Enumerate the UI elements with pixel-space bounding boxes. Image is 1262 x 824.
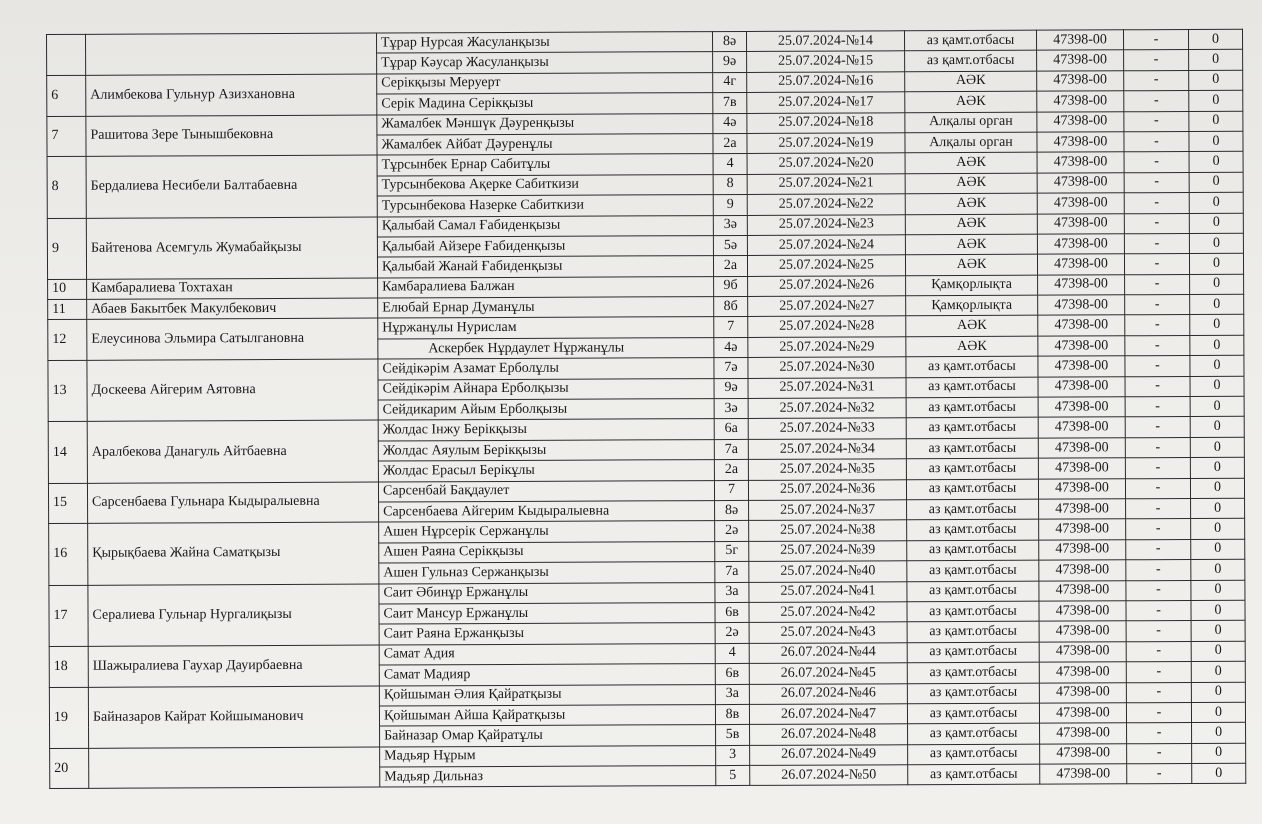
category-cell: аз қамт.отбасы bbox=[906, 356, 1038, 377]
order-date-cell: 25.07.2024-№31 bbox=[748, 377, 906, 398]
category-cell: аз қамт.отбасы bbox=[905, 51, 1037, 72]
category-cell: аз қамт.отбасы bbox=[907, 499, 1039, 520]
amount-cell: 47398-00 bbox=[1037, 254, 1124, 275]
dash-cell: - bbox=[1124, 131, 1189, 152]
parent-name-cell: Аралбекова Данагуль Айтбаевна bbox=[87, 420, 378, 482]
zero-cell: 0 bbox=[1189, 90, 1243, 111]
amount-cell: 47398-00 bbox=[1039, 703, 1126, 724]
grade-cell: 8в bbox=[715, 704, 749, 725]
category-cell: аз қамт.отбасы bbox=[907, 560, 1039, 581]
grade-cell: 9б bbox=[714, 276, 748, 297]
dash-cell: - bbox=[1127, 723, 1192, 744]
order-date-cell: 26.07.2024-№49 bbox=[750, 744, 908, 765]
amount-cell: 47398-00 bbox=[1038, 478, 1125, 499]
category-cell: аз қамт.отбасы bbox=[906, 377, 1038, 398]
dash-cell: - bbox=[1125, 458, 1190, 479]
grade-cell: 4 bbox=[713, 154, 747, 175]
amount-cell: 47398-00 bbox=[1037, 193, 1124, 214]
child-name-cell: Турсынбекова Назерке Сабиткизи bbox=[377, 195, 713, 217]
child-name-cell: Аскербек Нұрдаулет Нұржанұлы bbox=[378, 337, 714, 359]
dash-cell: - bbox=[1126, 621, 1191, 642]
grade-cell: 5 bbox=[716, 765, 750, 786]
child-name-cell: Камбаралиева Балжан bbox=[378, 276, 714, 298]
child-name-cell: Серік Мадина Серікқызы bbox=[377, 93, 713, 115]
child-name-cell: Сейдікәрім Айнара Ерболқызы bbox=[378, 378, 714, 400]
category-cell: аз қамт.отбасы bbox=[906, 397, 1038, 418]
dash-cell: - bbox=[1126, 498, 1191, 519]
grade-cell: 5в bbox=[716, 725, 750, 746]
category-cell: аз қамт.отбасы bbox=[907, 520, 1039, 541]
grade-cell: 2а bbox=[713, 256, 747, 277]
zero-cell: 0 bbox=[1191, 621, 1245, 642]
dash-cell: - bbox=[1126, 662, 1191, 683]
zero-cell: 0 bbox=[1188, 29, 1242, 50]
dash-cell: - bbox=[1125, 295, 1190, 316]
order-date-cell: 25.07.2024-№30 bbox=[748, 357, 906, 378]
dash-cell: - bbox=[1127, 743, 1192, 764]
child-name-cell: Қалыбай Самал Ғабиденқызы bbox=[377, 215, 713, 237]
row-number: 10 bbox=[48, 279, 87, 300]
parent-name-cell: Абаев Бакытбек Макулбекович bbox=[87, 298, 378, 320]
row-number: 7 bbox=[47, 116, 86, 157]
order-date-cell: 25.07.2024-№29 bbox=[748, 337, 906, 358]
parent-name-cell: Бердалиева Несибели Балтабаевна bbox=[86, 155, 377, 217]
child-name-cell: Сейдікәрім Азамат Ерболұлы bbox=[378, 358, 714, 380]
dash-cell: - bbox=[1123, 30, 1188, 51]
order-date-cell: 25.07.2024-№16 bbox=[747, 72, 905, 93]
parent-name-cell bbox=[86, 33, 377, 75]
grade-cell: 4 bbox=[715, 643, 749, 664]
dash-cell: - bbox=[1126, 641, 1191, 662]
zero-cell: 0 bbox=[1189, 111, 1243, 132]
order-date-cell: 26.07.2024-№45 bbox=[749, 663, 907, 684]
grade-cell: 8ә bbox=[712, 31, 746, 52]
order-date-cell: 25.07.2024-№43 bbox=[749, 622, 907, 643]
amount-cell: 47398-00 bbox=[1040, 764, 1127, 785]
dash-cell: - bbox=[1126, 702, 1191, 723]
amount-cell: 47398-00 bbox=[1039, 601, 1126, 622]
zero-cell: 0 bbox=[1190, 417, 1244, 438]
order-date-cell: 25.07.2024-№22 bbox=[747, 194, 905, 215]
child-name-cell: Тұрар Нурсая Жасуланқызы bbox=[376, 32, 712, 54]
row-number: 14 bbox=[48, 422, 87, 483]
category-cell: аз қамт.отбасы bbox=[906, 418, 1038, 439]
child-name-cell: Турсынбекова Ақерке Сабиткизи bbox=[377, 174, 713, 196]
order-date-cell: 25.07.2024-№42 bbox=[749, 602, 907, 623]
dash-cell: - bbox=[1125, 315, 1190, 336]
dash-cell: - bbox=[1124, 111, 1189, 132]
zero-cell: 0 bbox=[1190, 356, 1244, 377]
zero-cell: 0 bbox=[1189, 254, 1243, 275]
row-number: 17 bbox=[49, 585, 88, 646]
order-date-cell: 25.07.2024-№37 bbox=[749, 500, 907, 521]
amount-cell: 47398-00 bbox=[1039, 662, 1126, 683]
zero-cell: 0 bbox=[1190, 478, 1244, 499]
category-cell: АӘК bbox=[905, 254, 1037, 275]
zero-cell: 0 bbox=[1189, 50, 1243, 71]
grade-cell: 7а bbox=[715, 562, 749, 583]
child-name-cell: Мадьяр Нұрым bbox=[380, 745, 716, 767]
parent-name-cell: Елеусинова Эльмира Сатылгановна bbox=[87, 319, 378, 361]
category-cell: аз қамт.отбасы bbox=[907, 703, 1039, 724]
parent-name-cell: Сарсенбаева Гульнара Кыдыралыевна bbox=[87, 482, 378, 524]
dash-cell: - bbox=[1125, 397, 1190, 418]
amount-cell: 47398-00 bbox=[1038, 458, 1125, 479]
amount-cell: 47398-00 bbox=[1039, 682, 1126, 703]
zero-cell: 0 bbox=[1190, 437, 1244, 458]
child-name-cell: Мадьяр Дильназ bbox=[380, 766, 716, 788]
order-date-cell: 25.07.2024-№39 bbox=[749, 541, 907, 562]
row-number: 20 bbox=[50, 748, 89, 789]
amount-cell: 47398-00 bbox=[1037, 173, 1124, 194]
zero-cell: 0 bbox=[1191, 682, 1245, 703]
amount-cell: 47398-00 bbox=[1036, 30, 1123, 51]
zero-cell: 0 bbox=[1191, 580, 1245, 601]
dash-cell: - bbox=[1126, 580, 1191, 601]
order-date-cell: 25.07.2024-№32 bbox=[748, 398, 906, 419]
amount-cell: 47398-00 bbox=[1038, 417, 1125, 438]
amount-cell: 47398-00 bbox=[1039, 519, 1126, 540]
zero-cell: 0 bbox=[1191, 600, 1245, 621]
zero-cell: 0 bbox=[1191, 519, 1245, 540]
amount-cell: 47398-00 bbox=[1038, 356, 1125, 377]
grade-cell: 6в bbox=[715, 664, 749, 685]
grade-cell: 4ә bbox=[713, 113, 747, 134]
row-number: 12 bbox=[48, 320, 87, 361]
row-number: 11 bbox=[48, 299, 87, 320]
order-date-cell: 26.07.2024-№48 bbox=[750, 724, 908, 745]
roster-table-body bbox=[47, 29, 1246, 789]
grade-cell: 7а bbox=[714, 439, 748, 460]
child-name-cell: Саит Мансур Ержанұлы bbox=[379, 603, 715, 625]
category-cell: аз қамт.отбасы bbox=[907, 581, 1039, 602]
amount-cell: 47398-00 bbox=[1038, 274, 1125, 295]
zero-cell: 0 bbox=[1190, 274, 1244, 295]
category-cell: аз қамт.отбасы bbox=[908, 764, 1040, 785]
grade-cell: 7 bbox=[714, 480, 748, 501]
amount-cell: 47398-00 bbox=[1040, 723, 1127, 744]
zero-cell: 0 bbox=[1189, 213, 1243, 234]
grade-cell: 4г bbox=[713, 72, 747, 93]
grade-cell: 3ә bbox=[714, 398, 748, 419]
category-cell: Алқалы орган bbox=[905, 132, 1037, 153]
amount-cell: 47398-00 bbox=[1038, 336, 1125, 357]
zero-cell: 0 bbox=[1189, 192, 1243, 213]
category-cell: Қамқорлықта bbox=[906, 275, 1038, 296]
category-cell: аз қамт.отбасы bbox=[907, 540, 1039, 561]
amount-cell: 47398-00 bbox=[1039, 560, 1126, 581]
dash-cell: - bbox=[1127, 764, 1192, 785]
amount-cell: 47398-00 bbox=[1037, 50, 1124, 71]
child-name-cell: Сейдикарим Айым Ерболқызы bbox=[378, 399, 714, 421]
zero-cell: 0 bbox=[1190, 396, 1244, 417]
amount-cell: 47398-00 bbox=[1039, 621, 1126, 642]
order-date-cell: 25.07.2024-№19 bbox=[747, 133, 905, 154]
zero-cell: 0 bbox=[1189, 70, 1243, 91]
zero-cell: 0 bbox=[1189, 152, 1243, 173]
category-cell: АӘК bbox=[906, 336, 1038, 357]
child-name-cell: Қойшыман Айша Қайратқызы bbox=[379, 704, 715, 726]
zero-cell: 0 bbox=[1189, 172, 1243, 193]
amount-cell: 47398-00 bbox=[1039, 540, 1126, 561]
amount-cell: 47398-00 bbox=[1040, 743, 1127, 764]
grade-cell: 3а bbox=[715, 684, 749, 705]
parent-name-cell: Алимбекова Гульнур Азизхановна bbox=[86, 74, 377, 116]
zero-cell: 0 bbox=[1191, 539, 1245, 560]
row-number: 9 bbox=[47, 218, 86, 279]
order-date-cell: 25.07.2024-№23 bbox=[747, 214, 905, 235]
category-cell: АӘК bbox=[905, 153, 1037, 174]
category-cell: АӘК bbox=[905, 214, 1037, 235]
amount-cell: 47398-00 bbox=[1038, 295, 1125, 316]
category-cell: аз қамт.отбасы bbox=[906, 458, 1038, 479]
category-cell: аз қамт.отбасы bbox=[908, 744, 1040, 765]
dash-cell: - bbox=[1126, 560, 1191, 581]
grade-cell: 3 bbox=[716, 745, 750, 766]
dash-cell: - bbox=[1125, 376, 1190, 397]
grade-cell: 2а bbox=[714, 460, 748, 481]
order-date-cell: 25.07.2024-№26 bbox=[748, 275, 906, 296]
child-name-cell: Самат Мадияр bbox=[379, 664, 715, 686]
parent-name-cell bbox=[89, 747, 380, 789]
dash-cell: - bbox=[1126, 539, 1191, 560]
grade-cell: 7в bbox=[713, 93, 747, 114]
order-date-cell: 25.07.2024-№36 bbox=[748, 479, 906, 500]
order-date-cell: 26.07.2024-№44 bbox=[749, 642, 907, 663]
child-name-cell: Байназар Омар Қайратұлы bbox=[380, 725, 716, 747]
order-date-cell: 25.07.2024-№18 bbox=[747, 112, 905, 133]
amount-cell: 47398-00 bbox=[1037, 91, 1124, 112]
amount-cell: 47398-00 bbox=[1039, 580, 1126, 601]
grade-cell: 8б bbox=[714, 297, 748, 318]
amount-cell: 47398-00 bbox=[1037, 152, 1124, 173]
category-cell: аз қамт.отбасы bbox=[907, 683, 1039, 704]
dash-cell: - bbox=[1124, 91, 1189, 112]
row-number: 18 bbox=[49, 646, 88, 687]
grade-cell: 5ә bbox=[713, 235, 747, 256]
order-date-cell: 25.07.2024-№14 bbox=[746, 31, 904, 52]
dash-cell: - bbox=[1124, 50, 1189, 71]
grade-cell: 3ә bbox=[713, 215, 747, 236]
parent-name-cell: Байтенова Асемгуль Жумабайқызы bbox=[86, 217, 377, 279]
category-cell: аз қамт.отбасы bbox=[907, 662, 1039, 683]
grade-cell: 7ә bbox=[714, 358, 748, 379]
zero-cell: 0 bbox=[1191, 661, 1245, 682]
child-name-cell: Жолдас Ерасыл Берікұлы bbox=[378, 460, 714, 482]
child-name-cell: Серікқызы Меруерт bbox=[377, 72, 713, 94]
dash-cell: - bbox=[1125, 478, 1190, 499]
row-number: 15 bbox=[48, 483, 87, 524]
order-date-cell: 25.07.2024-№33 bbox=[748, 418, 906, 439]
order-date-cell: 25.07.2024-№35 bbox=[748, 459, 906, 480]
order-date-cell: 25.07.2024-№25 bbox=[747, 255, 905, 276]
order-date-cell: 25.07.2024-№17 bbox=[747, 92, 905, 113]
grade-cell: 3а bbox=[715, 582, 749, 603]
order-date-cell: 25.07.2024-№20 bbox=[747, 153, 905, 174]
child-name-cell: Қалыбай Жанай Ғабиденқызы bbox=[377, 256, 713, 278]
zero-cell: 0 bbox=[1191, 702, 1245, 723]
dash-cell: - bbox=[1124, 213, 1189, 234]
amount-cell: 47398-00 bbox=[1037, 132, 1124, 153]
row-number: 6 bbox=[47, 75, 86, 116]
zero-cell: 0 bbox=[1190, 294, 1244, 315]
amount-cell: 47398-00 bbox=[1038, 438, 1125, 459]
child-name-cell: Самат Адия bbox=[379, 643, 715, 665]
dash-cell: - bbox=[1126, 682, 1191, 703]
order-date-cell: 25.07.2024-№40 bbox=[749, 561, 907, 582]
child-name-cell: Нұржанұлы Нурислам bbox=[378, 317, 714, 339]
roster-table bbox=[46, 29, 1246, 790]
amount-cell: 47398-00 bbox=[1037, 111, 1124, 132]
amount-cell: 47398-00 bbox=[1038, 397, 1125, 418]
category-cell: аз қамт.отбасы bbox=[907, 601, 1039, 622]
grade-cell: 2ә bbox=[715, 623, 749, 644]
row-number: 19 bbox=[49, 687, 88, 748]
category-cell: Алқалы орган bbox=[905, 112, 1037, 133]
amount-cell: 47398-00 bbox=[1039, 499, 1126, 520]
category-cell: АӘК bbox=[906, 316, 1038, 337]
zero-cell: 0 bbox=[1189, 131, 1243, 152]
child-name-cell: Жолдас Аяулым Берікқызы bbox=[378, 439, 714, 461]
category-cell: АӘК bbox=[905, 91, 1037, 112]
amount-cell: 47398-00 bbox=[1037, 213, 1124, 234]
child-name-cell: Ашен Гульназ Сержанқызы bbox=[379, 562, 715, 584]
grade-cell: 8ә bbox=[715, 500, 749, 521]
zero-cell: 0 bbox=[1192, 723, 1246, 744]
parent-name-cell: Камбаралиева Тохтахан bbox=[87, 278, 378, 300]
dash-cell: - bbox=[1124, 152, 1189, 173]
dash-cell: - bbox=[1125, 356, 1190, 377]
dash-cell: - bbox=[1125, 417, 1190, 438]
child-name-cell: Қойшыман Әлия Қайратқызы bbox=[379, 684, 715, 706]
dash-cell: - bbox=[1124, 233, 1189, 254]
grade-cell: 4ә bbox=[714, 337, 748, 358]
parent-name-cell: Сералиева Гульнар Нургалиқызы bbox=[88, 584, 379, 646]
order-date-cell: 26.07.2024-№46 bbox=[749, 683, 907, 704]
row-number: 8 bbox=[47, 157, 86, 218]
amount-cell: 47398-00 bbox=[1038, 376, 1125, 397]
row-number bbox=[47, 34, 86, 75]
child-name-cell: Ашен Раяна Серікқызы bbox=[379, 541, 715, 563]
dash-cell: - bbox=[1125, 274, 1190, 295]
zero-cell: 0 bbox=[1190, 315, 1244, 336]
order-date-cell: 26.07.2024-№50 bbox=[750, 765, 908, 786]
parent-name-cell: Қырықбаева Жайна Саматқызы bbox=[88, 522, 379, 584]
category-cell: аз қамт.отбасы bbox=[907, 622, 1039, 643]
category-cell: АӘК bbox=[905, 71, 1037, 92]
dash-cell: - bbox=[1124, 172, 1189, 193]
child-name-cell: Жамалбек Мәншүк Дәуренқызы bbox=[377, 113, 713, 135]
parent-name-cell: Шажыралиева Гаухар Дауирбаевна bbox=[88, 645, 379, 687]
order-date-cell: 25.07.2024-№34 bbox=[748, 439, 906, 460]
order-date-cell: 25.07.2024-№27 bbox=[748, 296, 906, 317]
child-name-cell: Елюбай Ернар Думанұлы bbox=[378, 297, 714, 319]
parent-name-cell: Доскеева Айгерим Аятовна bbox=[87, 359, 378, 421]
grade-cell: 9ә bbox=[713, 52, 747, 73]
zero-cell: 0 bbox=[1190, 457, 1244, 478]
amount-cell: 47398-00 bbox=[1038, 315, 1125, 336]
amount-cell: 47398-00 bbox=[1037, 71, 1124, 92]
category-cell: аз қамт.отбасы bbox=[907, 642, 1039, 663]
order-date-cell: 25.07.2024-№21 bbox=[747, 173, 905, 194]
category-cell: АӘК bbox=[905, 234, 1037, 255]
child-name-cell: Қалыбай Айзере Ғабиденқызы bbox=[377, 235, 713, 257]
dash-cell: - bbox=[1125, 437, 1190, 458]
amount-cell: 47398-00 bbox=[1037, 234, 1124, 255]
child-name-cell: Ашен Нұрсерік Сержанұлы bbox=[379, 521, 715, 543]
category-cell: аз қамт.отбасы bbox=[906, 438, 1038, 459]
child-name-cell: Тұрсынбек Ернар Сабитұлы bbox=[377, 154, 713, 176]
zero-cell: 0 bbox=[1191, 641, 1245, 662]
row-number: 16 bbox=[49, 524, 88, 585]
category-cell: аз қамт.отбасы bbox=[904, 30, 1036, 51]
category-cell: Қамқорлықта bbox=[906, 295, 1038, 316]
category-cell: аз қамт.отбасы bbox=[908, 723, 1040, 744]
child-name-cell: Саит Әбинұр Ержанұлы bbox=[379, 582, 715, 604]
child-name-cell: Жолдас Інжу Берікқызы bbox=[378, 419, 714, 441]
zero-cell: 0 bbox=[1192, 743, 1246, 764]
zero-cell: 0 bbox=[1190, 376, 1244, 397]
order-date-cell: 26.07.2024-№47 bbox=[749, 704, 907, 725]
amount-cell: 47398-00 bbox=[1039, 642, 1126, 663]
grade-cell: 7 bbox=[714, 317, 748, 338]
category-cell: аз қамт.отбасы bbox=[906, 479, 1038, 500]
parent-name-cell: Байназаров Кайрат Койшыманович bbox=[88, 686, 379, 748]
zero-cell: 0 bbox=[1190, 335, 1244, 356]
grade-cell: 9ә bbox=[714, 378, 748, 399]
zero-cell: 0 bbox=[1191, 498, 1245, 519]
zero-cell: 0 bbox=[1191, 559, 1245, 580]
dash-cell: - bbox=[1125, 335, 1190, 356]
child-name-cell: Сарсенбаева Айгерим Кыдыралыевна bbox=[379, 501, 715, 523]
dash-cell: - bbox=[1126, 519, 1191, 540]
dash-cell: - bbox=[1126, 600, 1191, 621]
order-date-cell: 25.07.2024-№41 bbox=[749, 581, 907, 602]
grade-cell: 2ә bbox=[715, 521, 749, 542]
grade-cell: 8 bbox=[713, 174, 747, 195]
grade-cell: 5г bbox=[715, 541, 749, 562]
grade-cell: 6а bbox=[714, 419, 748, 440]
child-name-cell: Жамалбек Айбат Дәуренұлы bbox=[377, 134, 713, 156]
grade-cell: 9 bbox=[713, 195, 747, 216]
grade-cell: 6в bbox=[715, 602, 749, 623]
order-date-cell: 25.07.2024-№28 bbox=[748, 316, 906, 337]
category-cell: АӘК bbox=[905, 173, 1037, 194]
order-date-cell: 25.07.2024-№24 bbox=[747, 235, 905, 256]
category-cell: АӘК bbox=[905, 193, 1037, 214]
child-name-cell: Саит Раяна Ержанқызы bbox=[379, 623, 715, 645]
order-date-cell: 25.07.2024-№15 bbox=[747, 51, 905, 72]
grade-cell: 2а bbox=[713, 133, 747, 154]
dash-cell: - bbox=[1124, 254, 1189, 275]
zero-cell: 0 bbox=[1192, 763, 1246, 784]
child-name-cell: Сарсенбай Бақдаулет bbox=[378, 480, 714, 502]
order-date-cell: 25.07.2024-№38 bbox=[749, 520, 907, 541]
zero-cell: 0 bbox=[1189, 233, 1243, 254]
dash-cell: - bbox=[1124, 70, 1189, 91]
row-number: 13 bbox=[48, 361, 87, 422]
child-name-cell: Тұрар Кәусар Жасуланқызы bbox=[377, 52, 713, 74]
parent-name-cell: Рашитова Зере Тынышбековна bbox=[86, 115, 377, 157]
dash-cell: - bbox=[1124, 193, 1189, 214]
